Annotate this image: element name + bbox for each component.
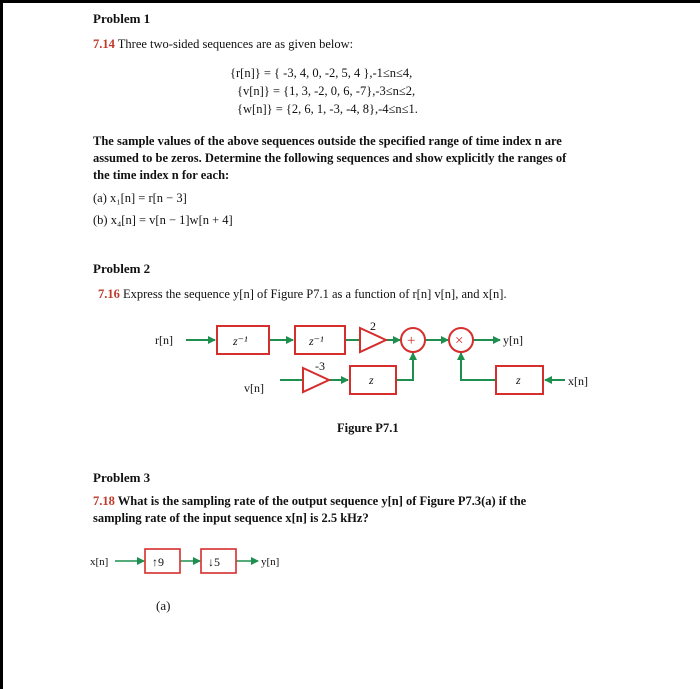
adder-symbol: + [407,333,416,349]
problem1-number: 7.14 [93,37,115,51]
z-mid-label: z [369,373,374,387]
wire-z-multiplier [461,353,496,380]
label-y: y[n] [503,333,523,347]
problem3-statement-1: What is the sampling rate of the output sequence y[n] of Figure P7.3(a) if the [117,494,527,508]
equation-v: {v[n]} = {1, 3, -2, 0, 6, -7},-3≤n≤2, [237,84,416,98]
problem2-heading: Problem 2 [93,261,151,276]
z-right-label: z [516,373,521,387]
figure-p7-3a [0,530,700,610]
problem1-part-a: (a) x₁[n] = r[n − 3] [93,191,187,205]
wire-z-adder [396,353,413,380]
delay1-label: z⁻¹ [233,334,248,348]
label-v: v[n] [244,381,264,395]
problem1-statement: Three two-sided sequences are as given below: [117,37,354,51]
label-x-input: x[n] [90,556,109,568]
equation-w: {w[n]} = {2, 6, 1, -3, -4, 8},-4≤n≤1. [237,102,418,116]
problem3-heading: Problem 3 [93,470,151,485]
label-y-output: y[n] [261,556,280,568]
gain-bottom-label: -3 [315,359,325,373]
delay2-label: z⁻¹ [309,334,324,348]
label-x: x[n] [568,374,588,388]
problem1-para-line-1: The sample values of the above sequences outside the specified range of time index n are [93,134,562,148]
label-r: r[n] [155,333,173,347]
multiplier-symbol: × [455,333,464,349]
problem1-part-b: (b) x₄[n] = v[n − 1]w[n + 4] [93,213,233,227]
figure-p7-1-caption: Figure P7.1 [337,421,399,435]
problem2-statement: Express the sequence y[n] of Figure P7.1 as a function of r[n] v[n], and x[n]. [123,287,507,301]
equation-r: {r[n]} = { -3, 4, 0, -2, 5, 4 },-1≤n≤4, [230,66,413,80]
upsampler-label: ↑9 [152,555,164,569]
problem3-statement-line-1 [93,494,526,509]
downsampler-label: ↓5 [208,555,220,569]
problem3-number: 7.18 [93,494,115,508]
problem1-para-line-3: the time index n for each: [93,168,230,182]
gain-top-label: 2 [370,319,376,333]
problem3-statement-line-2: sampling rate of the input sequence x[n] is 2.5 kHz? [93,511,369,525]
problem2-number: 7.16 [98,287,120,301]
problem1-para-line-2: assumed to be zeros. Determine the following sequences and show explicitly the ranges of [93,151,567,165]
problem1-heading: Problem 1 [93,11,151,26]
figure-p7-3a-caption: (a) [156,598,171,613]
